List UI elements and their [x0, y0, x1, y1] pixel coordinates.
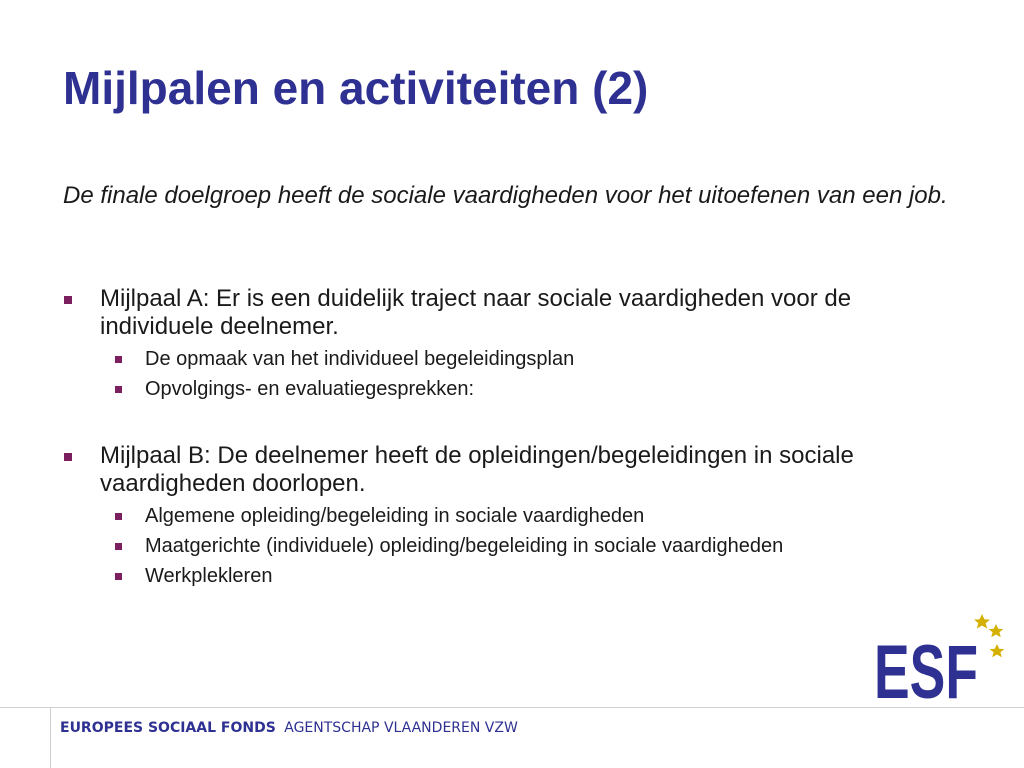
intro-text: De finale doelgroep heeft de sociale vaardigheden voor het uitoefenen van een job. [63, 182, 948, 209]
esf-logo [872, 612, 1010, 704]
footer [0, 707, 1024, 753]
footer-divider [50, 708, 51, 768]
bullet-square-icon [115, 513, 122, 520]
bullet-square-icon [115, 573, 122, 580]
footer-text [60, 720, 518, 736]
slide-title: Mijlpalen en activiteiten (2) [63, 62, 649, 114]
list-item-text: Algemene opleiding/begeleiding in sociale vaardigheden [145, 505, 645, 527]
bullet-square-icon [115, 543, 122, 550]
bullet-square-icon [64, 296, 72, 304]
bullet-square-icon [64, 453, 72, 461]
list-item [63, 561, 963, 591]
list-item-text: De opmaak van het individueel begeleidingsplan [145, 348, 575, 370]
list-item [63, 501, 963, 531]
bullet-square-icon [115, 356, 122, 363]
milestone-b [63, 442, 963, 498]
milestone-list-b [63, 442, 963, 591]
milestone-list [63, 285, 963, 404]
list-item-text: Werkplekleren [145, 565, 273, 587]
milestone-a-text: Mijlpaal A: Er is een duidelijk traject naar sociale vaardigheden voor de individuele deelnemer. [100, 285, 852, 340]
milestone-a [63, 285, 963, 341]
milestone-a-items [63, 344, 963, 404]
list-item [63, 531, 963, 561]
list-item [63, 344, 963, 374]
list-item-text: Opvolgings- en evaluatiegesprekken: [145, 378, 475, 400]
logo-stars-icon [974, 614, 1004, 657]
list-item [63, 374, 963, 404]
bullet-square-icon [115, 386, 122, 393]
footer-agency: AGENTSCHAP VLAANDEREN VZW [284, 720, 518, 736]
list-item-text: Maatgerichte (individuele) opleiding/begeleiding in sociale vaardigheden [145, 535, 784, 557]
footer-organization: EUROPEES SOCIAAL FONDS [60, 720, 276, 736]
milestone-b-text: Mijlpaal B: De deelnemer heeft de opleidingen/begeleidingen in sociale vaardigheden doorlopen. [100, 442, 854, 497]
milestone-b-items [63, 501, 963, 591]
esf-logo-letters: ESF [874, 630, 978, 704]
